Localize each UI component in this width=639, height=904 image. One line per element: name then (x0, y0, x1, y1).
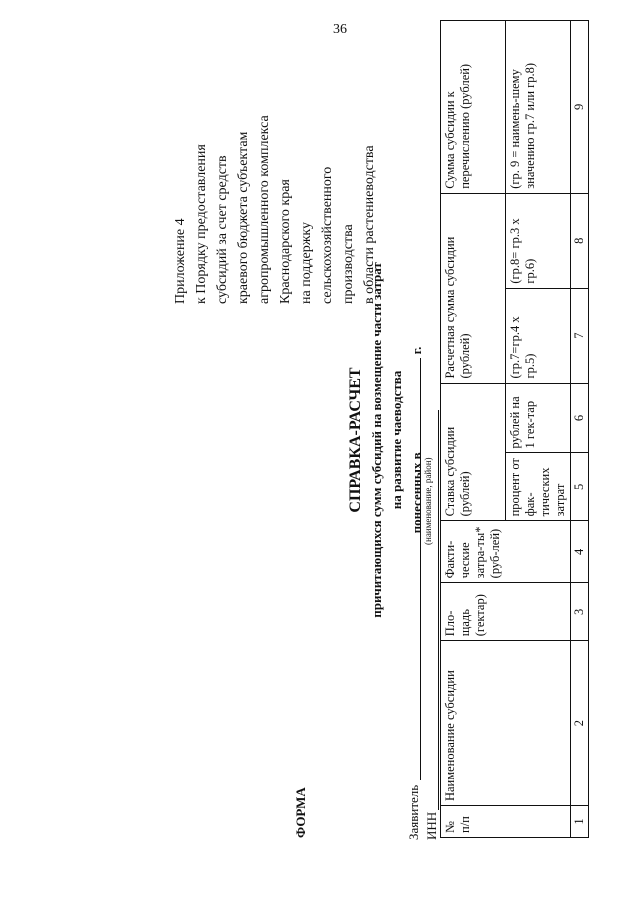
period-line (407, 0, 427, 880)
column-number: 4 (571, 521, 589, 583)
form-label: ФОРМА (293, 787, 308, 838)
column-numbers-row (571, 21, 589, 838)
header-rate: Ставка субсидии (рублей) (441, 383, 506, 521)
column-number: 6 (571, 383, 589, 453)
period-suffix: г. (409, 346, 424, 355)
column-number: 3 (571, 583, 589, 641)
period-prefix: понесенных в (409, 452, 424, 534)
column-number: 8 (571, 193, 589, 288)
appendix-line: агропромышленного комплекса (257, 115, 272, 304)
document-subtitle: причитающихся сумм субсидий на возмещение части затрат (369, 262, 384, 618)
header-costs: Факти-ческие затра-ты* (руб-лей) (441, 521, 571, 583)
appendix-line: в области растениеводства (362, 145, 377, 304)
column-number: 7 (571, 288, 589, 383)
document-title-block (345, 0, 427, 880)
header-rate-per-ha: рублей на 1 гек-тар (506, 383, 571, 453)
appendix-line: на поддержку (299, 221, 314, 304)
subsidy-table (440, 20, 589, 838)
appendix-line: краевого бюджета субъектам (236, 131, 251, 304)
header-transfer-formula: (гр. 9 = наимень-шему значению гр.7 или гр.8) (506, 21, 571, 194)
header-transfer: Сумма субсидии к перечислению (рублей) (441, 21, 506, 194)
appendix-line: Приложение 4 (173, 218, 188, 304)
inn-label: ИНН (424, 811, 439, 840)
applicant-blank[interactable] (420, 410, 421, 780)
appendix-line: к Порядку предоставления (194, 144, 209, 304)
header-calc-percent: (гр.7=гр.4 х гр.5) (506, 288, 571, 383)
column-number: 5 (571, 453, 589, 521)
column-number: 9 (571, 21, 589, 194)
appendix-line: производства (341, 224, 356, 304)
column-number: 1 (571, 806, 589, 838)
appendix-line: субсидий за счет средств (215, 155, 230, 304)
header-calc-per-ha: (гр.8= гр.3 х гр.6) (506, 193, 571, 288)
document-title: СПРАВКА-РАСЧЕТ (347, 367, 364, 513)
district-caption: (наименование, район) (423, 457, 433, 545)
header-num: № п/п (441, 806, 571, 838)
document-subtitle-2: на развитие чаеводства (389, 370, 404, 510)
applicant-label: Заявитель (406, 784, 421, 840)
inn-blank[interactable] (438, 410, 439, 810)
appendix-line: Краснодарского края (278, 179, 293, 304)
header-rate-percent: процент от фак-тических затрат (506, 453, 571, 521)
column-number: 2 (571, 641, 589, 806)
header-row (441, 21, 506, 838)
header-calc: Расчетная сумма субсидии (рублей) (441, 193, 506, 383)
page-number: 36 (333, 22, 347, 37)
header-area: Пло-щадь (гектар) (441, 583, 571, 641)
header-name: Наименование субсидии (441, 641, 571, 806)
appendix-line: сельскохозяйственного (320, 166, 335, 304)
